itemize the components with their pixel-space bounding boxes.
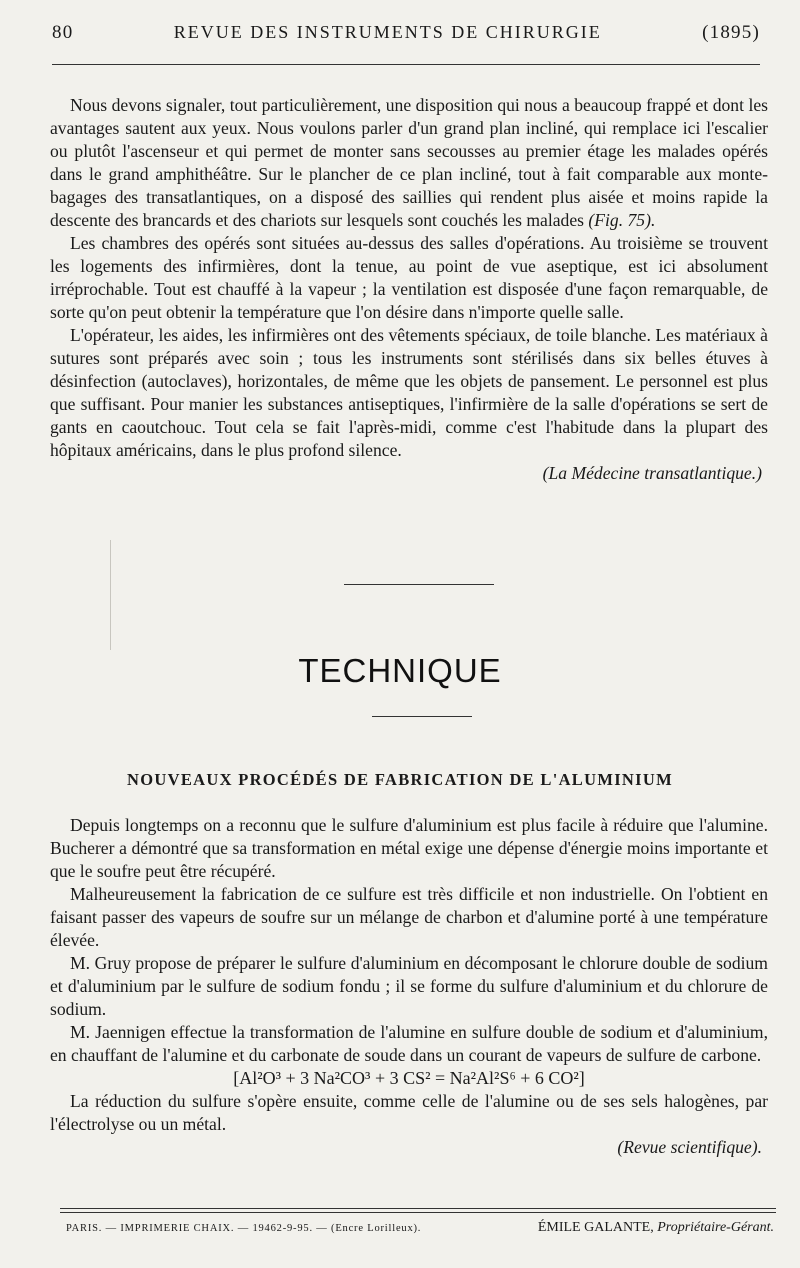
separator-rule [344,584,494,585]
running-title: REVUE DES INSTRUMENTS DE CHIRURGIE [173,22,602,42]
figure-reference: (Fig. 75). [588,210,656,230]
article-continued [50,94,768,485]
paragraph: Nous devons signaler, tout particulièrement, une disposition qui nous a beaucoup frappé et dont les avantages sautent aux yeux. Nous voulons parler d'un grand plan incliné, qui remplace ici l'escalier ou plutôt l'ascenseur et qui permet de monter sans secousses au premier étage les malades opérés dans le grand amphithéâtre. Sur le plancher de ce plan incliné, tout à fait comparable aux monte-bagages des transatlantiques, on a disposé des saillies qui rendent plus aisée et moins rapide la descente des brancards et des chariots sur lesquels sont couchés les malades (Fig. 75). [50,95,768,230]
footer-rule [60,1212,776,1213]
year: (1895) [702,22,760,43]
source-citation: (La Médecine transatlantique.) [542,463,762,483]
header-rule [52,64,760,65]
article-title: NOUVEAUX PROCÉDÉS DE FABRICATION DE L'ALUMINIUM [127,770,673,789]
paragraph: Les chambres des opérés sont situées au-dessus des salles d'opérations. Au troisième se trouvent les logements des infirmières, dont la tenue, au point de vue aseptique, est ici absolument irréprochable. Tout est chauffé à la vapeur ; la ventilation est disposée d'une façon remarquable, de sorte qu'on peut obtenir la température que l'on désire dans n'importe quelle salle. [50,233,768,322]
manager-role: Propriétaire-Gérant. [657,1220,774,1235]
page-number: 80 [52,22,74,43]
paragraph: La réduction du sulfure s'opère ensuite, comme celle de l'alumine ou de ses sels halogènes, par l'électrolyse ou un métal. [50,1091,768,1134]
footer-rule [60,1208,776,1209]
margin-mark [110,540,111,650]
section-title: TECHNIQUE [298,652,502,689]
article-body [50,814,768,1159]
paragraph: Depuis longtemps on a reconnu que le sulfure d'aluminium est plus facile à réduire que l'alumine. Bucherer a démontré que sa transformation en métal exige une dépense d'énergie moins importante et que le soufre peut être récupéré. [50,815,768,881]
paragraph: L'opérateur, les aides, les infirmières ont des vêtements spéciaux, de toile blanche. Les matériaux à sutures sont préparés avec soin ; tous les instruments sont stérilisés dans six belles étuves à désinfection (autoclaves), horizontales, de même que les objets de pansement. Le personnel est plus que suffisant. Pour manier les substances antiseptiques, l'infirmière de la salle d'opérations se sert de gants en caoutchouc. Tout cela se fait l'après-midi, comme c'est l'habitude dans la plupart des hôpitaux américains, dans le plus profond silence. [50,325,768,460]
paragraph: Malheureusement la fabrication de ce sulfure est très difficile et non industrielle. On l'obtient en faisant passer des vapeurs de soufre sur un mélange de charbon et d'alumine porté à une température élevée. [50,884,768,950]
chemical-formula: [Al²O³ + 3 Na²CO³ + 3 CS² = Na²Al²S⁶ + 6 CO²] [233,1068,585,1088]
source-citation: (Revue scientifique). [617,1137,762,1157]
section-rule [372,716,472,717]
paragraph: M. Gruy propose de préparer le sulfure d'aluminium en décomposant le chlorure double de sodium et d'aluminium par le sulfure de sodium fondu ; il se forme du sulfure d'aluminium et du chlorure de sodium. [50,953,768,1019]
manager-signature [538,1220,774,1236]
page-footer [66,1220,774,1236]
manager-name: ÉMILE GALANTE, [537,1220,654,1235]
printer-imprint: PARIS. — IMPRIMERIE CHAIX. — 19462-9-95. — (Encre Lorilleux). [66,1223,422,1234]
paragraph: M. Jaennigen effectue la transformation de l'alumine en sulfure double de sodium et d'aluminium, en chauffant de l'alumine et du carbonate de soude dans un courant de vapeurs de sulfure de carbone. [50,1022,768,1065]
page-header [52,22,760,56]
